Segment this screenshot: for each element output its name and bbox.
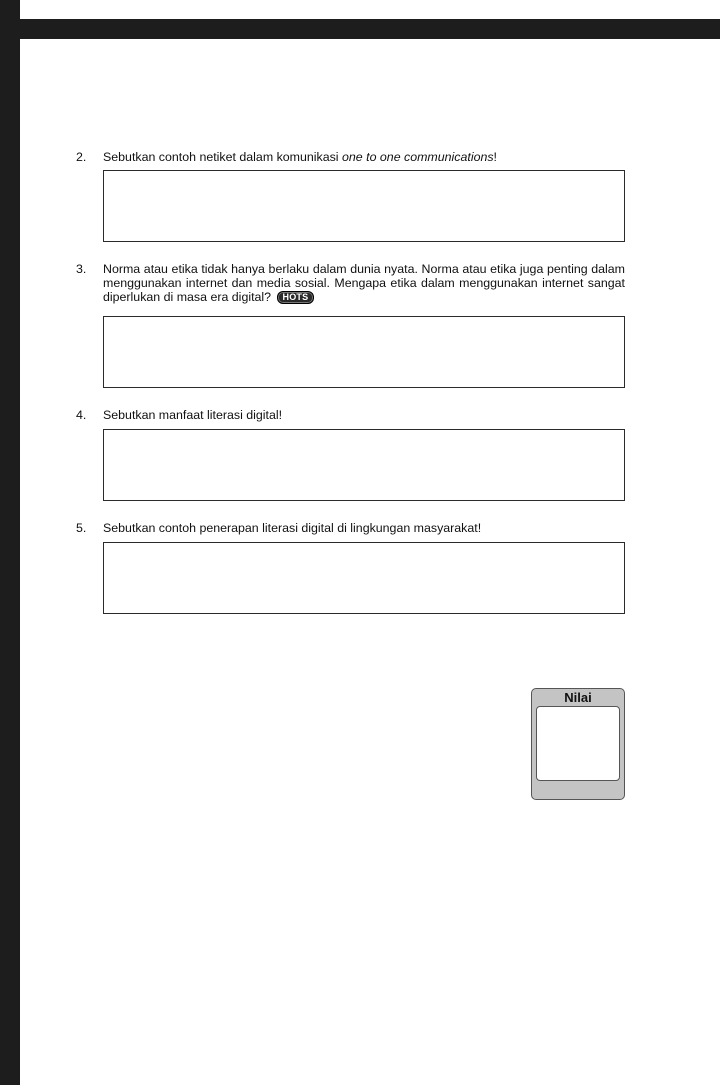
question-text-plain: Sebutkan contoh netiket dalam komunikasi <box>103 150 343 164</box>
question-4 <box>76 408 626 422</box>
question-number: 3. <box>76 262 87 276</box>
answer-box-3[interactable] <box>103 316 625 388</box>
question-3 <box>76 262 626 304</box>
page-edge-bar <box>0 0 20 1085</box>
score-field[interactable] <box>536 706 620 781</box>
score-card-title: Nilai <box>564 690 592 705</box>
answer-box-4[interactable] <box>103 429 625 501</box>
hots-badge: HOTS <box>277 291 315 304</box>
question-2 <box>76 150 626 164</box>
answer-box-5[interactable] <box>103 542 625 614</box>
question-number: 5. <box>76 521 87 535</box>
question-text <box>103 150 625 164</box>
question-number: 4. <box>76 408 87 422</box>
question-text: Sebutkan manfaat literasi digital! <box>103 408 283 422</box>
question-text: Sebutkan contoh penerapan literasi digital di lingkungan masyarakat! <box>103 521 482 535</box>
page-header-bar <box>20 19 720 39</box>
score-card <box>531 688 625 800</box>
question-number: 2. <box>76 150 87 164</box>
question-text-plain: Norma atau etika tidak hanya berlaku dalam dunia nyata. Norma atau etika juga penting dalam menggunakan internet dan media sosial. Mengapa etika dalam menggunakan internet sangat diperlukan di masa era digital? <box>103 262 625 304</box>
question-5 <box>76 521 626 535</box>
answer-box-2[interactable] <box>103 170 625 242</box>
question-text <box>103 262 625 304</box>
question-text-end: ! <box>493 150 497 164</box>
question-text-italic: one to one communications <box>342 150 494 164</box>
